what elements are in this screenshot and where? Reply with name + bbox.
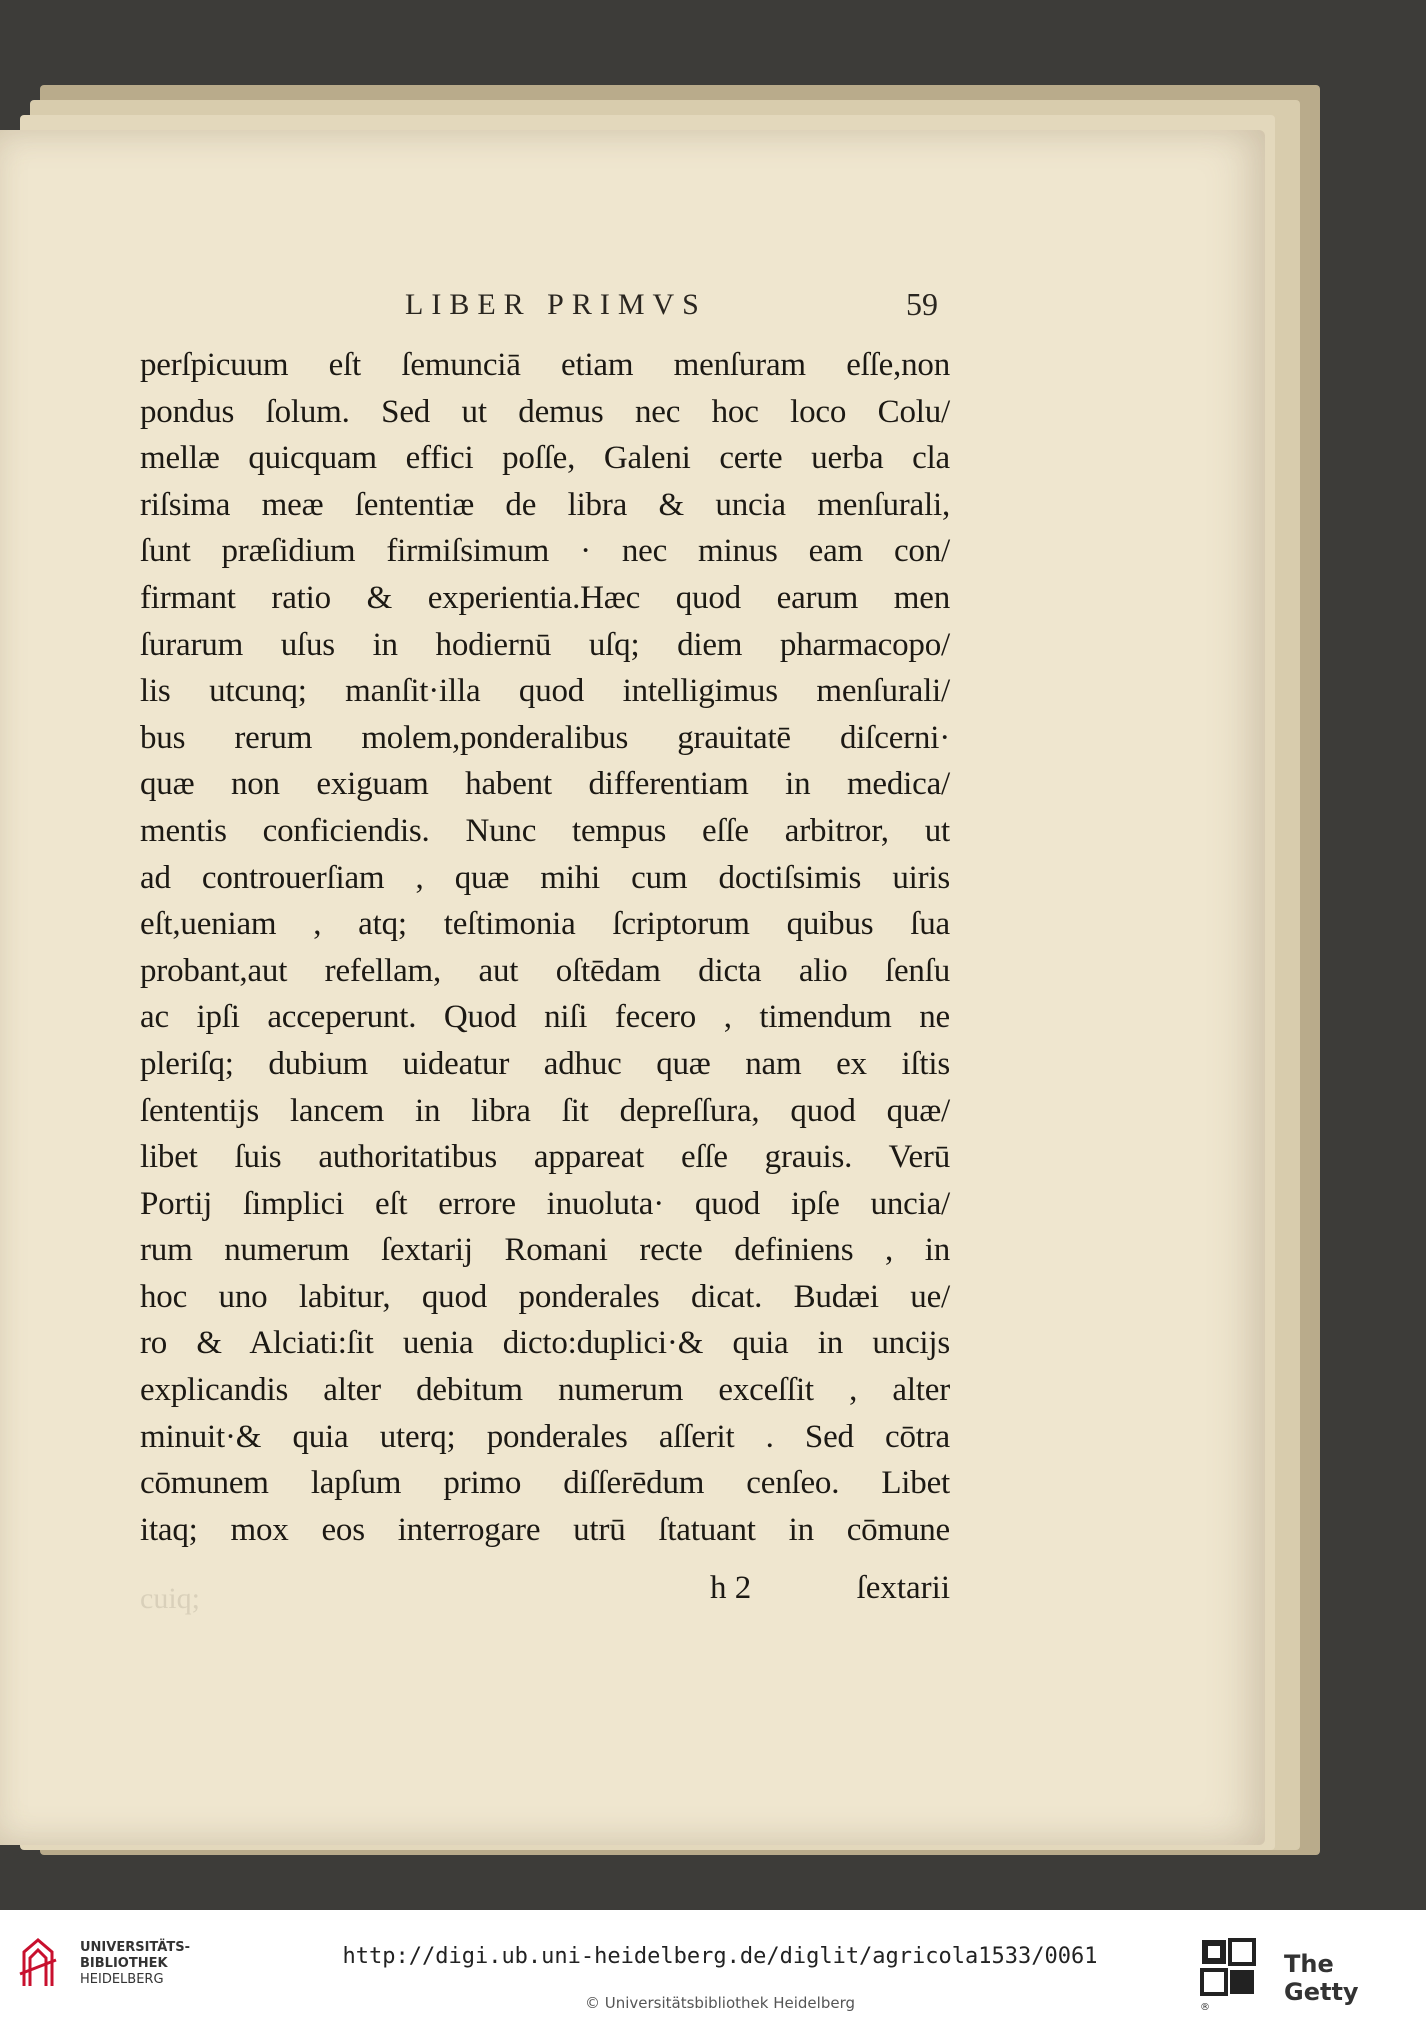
text-line: pondus ſolum. Sed ut demus nec hoc loco Colu/ [140, 393, 950, 430]
text-line: hoc uno labitur, quod ponderales dicat. Budæi ue/ [140, 1278, 950, 1315]
text-line: perſpicuum eſt ſemunciā etiam menſuram eſſe,non [140, 347, 950, 383]
text-line: quæ non exiguam habent differentiam in medica/ [140, 766, 950, 803]
text-line: libet ſuis authoritatibus appareat eſſe grauis. Verū [140, 1139, 950, 1176]
signature-line [710, 1565, 950, 1611]
copyright-notice: © Universitätsbibliothek Heidelberg [584, 1994, 855, 2012]
text-line: firmant ratio & experientia.Hæc quod earum men [140, 579, 950, 616]
bleed-through-text: cuiq; [140, 1582, 200, 1615]
getty-logo-icon[interactable] [1200, 1938, 1256, 1998]
text-line: ſunt præſidium firmiſsimum · nec minus eam con/ [140, 533, 950, 570]
text-line: eſt,ueniam , atq; teſtimonia ſcriptorum quibus ſua [140, 906, 950, 943]
text-line: ac ipſi acceperunt. Quod niſi fecero , timendum ne [140, 999, 950, 1036]
text-line: riſsima meæ ſententiæ de libra & uncia menſurali, [140, 486, 950, 523]
text-block [140, 342, 950, 1553]
text-line: ſurarum uſus in hodiernū uſq; diem pharmacopo/ [140, 626, 950, 663]
signature-mark: h 2 [710, 1570, 752, 1606]
text-line: mentis conficiendis. Nunc tempus eſſe arbitror, ut [140, 812, 950, 849]
registered-mark: ® [1200, 2002, 1210, 2013]
catchword: ſextarii [856, 1570, 950, 1606]
text-line: bus rerum molem,ponderalibus grauitatē diſcerni· [140, 719, 950, 756]
running-head: LIBER PRIMVS [405, 288, 707, 321]
text-line: ſententijs lancem in libra ſit depreſſura, quod quæ/ [140, 1092, 950, 1129]
library-name[interactable] [80, 1940, 220, 1988]
text-line: lis utcunq; manſit·illa quod intelligimus menſurali/ [140, 673, 950, 710]
viewer-footer [0, 1910, 1426, 2027]
text-line: mellæ quicquam effici poſſe, Galeni certe uerba cla [140, 440, 950, 477]
text-line: Portij ſimplici eſt errore inuoluta· quod ipſe uncia/ [140, 1185, 950, 1222]
permalink-url[interactable]: http://digi.ub.uni-heidelberg.de/diglit/agricola1533/0061 [342, 1944, 1098, 1969]
text-line: itaq; mox eos interrogare utrū ſtatuant in cōmune [140, 1511, 950, 1548]
text-line: cōmunem lapſum primo diſſerēdum cenſeo. Libet [140, 1465, 950, 1502]
folio-number: 59 [906, 286, 938, 322]
text-line: pleriſq; dubium uideatur adhuc quæ nam ex iſtis [140, 1045, 950, 1082]
text-line: rum numerum ſextarij Romani recte definiens , in [140, 1232, 950, 1269]
text-line: ro & Alciati:ſit uenia dicto:duplici·& quia in uncijs [140, 1325, 950, 1362]
partner-name[interactable]: The Getty [1284, 1950, 1359, 2006]
text-line: ad controuerſiam , quæ mihi cum doctiſsimis uiris [140, 859, 950, 896]
library-name-line: UNIVERSITÄTS- [80, 1940, 190, 1955]
text-line: probant,aut refellam, aut oſtēdam dicta alio ſenſu [140, 952, 950, 989]
ub-heidelberg-logo-icon[interactable] [18, 1936, 58, 1992]
text-line: minuit·& quia uterq; ponderales aſſerit . Sed cōtra [140, 1418, 950, 1455]
library-name-line: BIBLIOTHEK [80, 1956, 168, 1971]
library-name-line: HEIDELBERG [80, 1972, 164, 1987]
text-line: explicandis alter debitum numerum exceſſit , alter [140, 1372, 950, 1409]
